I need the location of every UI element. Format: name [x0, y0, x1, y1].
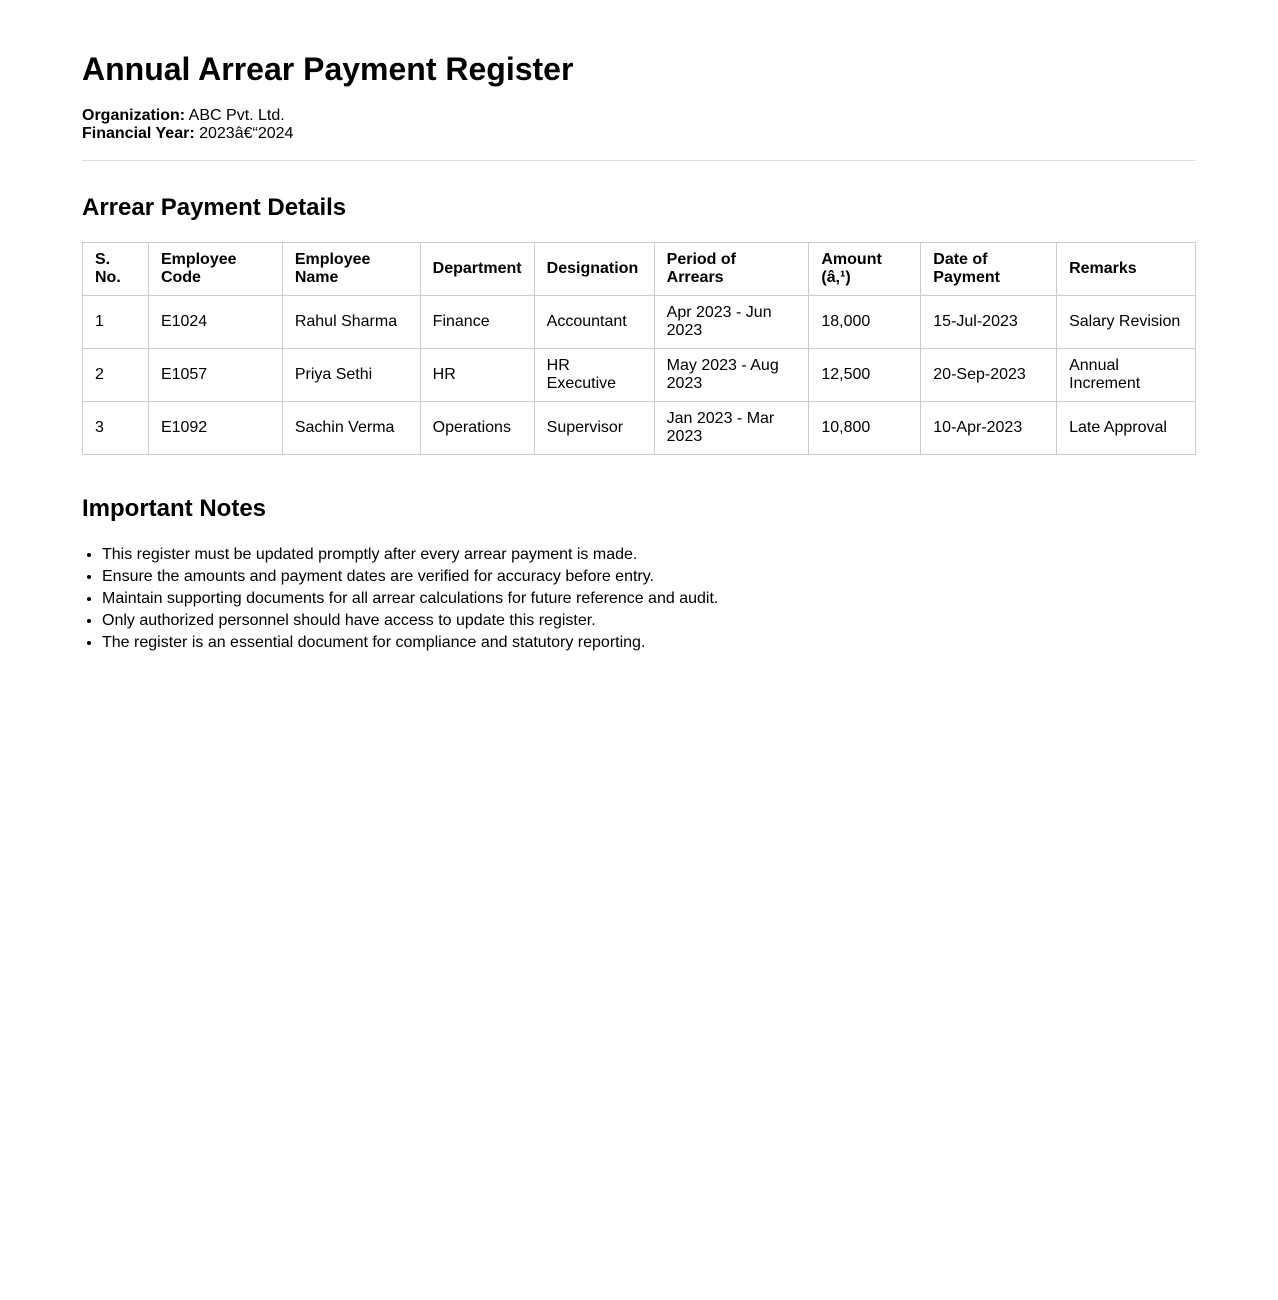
list-item: • Maintain supporting documents for all arrear calculations for future reference and audit. — [102, 588, 1196, 610]
list-item: • Only authorized personnel should have access to update this register. — [102, 610, 1196, 632]
cell-serial-no: 1 — [83, 296, 149, 349]
list-item: • This register must be updated promptly after every arrear payment is made. — [102, 544, 1196, 566]
cell-remarks: Late Approval — [1057, 402, 1196, 455]
list-item: • The register is an essential document for compliance and statutory reporting. — [102, 632, 1196, 654]
cell-employee-code: E1024 — [148, 296, 282, 349]
header-date-of-payment: Date of Payment — [921, 243, 1057, 296]
cell-designation: Accountant — [534, 296, 654, 349]
header-period-of-arrears: Period of Arrears — [654, 243, 809, 296]
cell-serial-no: 2 — [83, 349, 149, 402]
cell-remarks: Salary Revision — [1057, 296, 1196, 349]
organization-value: ABC Pvt. Ltd. — [188, 107, 285, 124]
table-row — [83, 402, 1196, 455]
cell-serial-no: 3 — [83, 402, 149, 455]
financial-year-label: Financial Year: — [82, 125, 195, 142]
cell-period-of-arrears: Apr 2023 - Jun 2023 — [654, 296, 809, 349]
header-designation: Designation — [534, 243, 654, 296]
header-department: Department — [420, 243, 534, 296]
table-row — [83, 296, 1196, 349]
organization-line — [82, 107, 1196, 125]
cell-employee-name: Rahul Sharma — [282, 296, 420, 349]
header-serial-no: S. No. — [83, 243, 149, 296]
cell-date-of-payment: 10-Apr-2023 — [921, 402, 1057, 455]
document-meta — [82, 107, 1196, 143]
financial-year-value: 2023â€“2024 — [199, 125, 294, 142]
cell-department: HR — [420, 349, 534, 402]
cell-department: Finance — [420, 296, 534, 349]
cell-date-of-payment: 20-Sep-2023 — [921, 349, 1057, 402]
details-heading: Arrear Payment Details — [82, 194, 347, 221]
arrear-table — [82, 242, 1196, 455]
cell-employee-code: E1092 — [148, 402, 282, 455]
cell-amount: 18,000 — [809, 296, 921, 349]
list-item: • Ensure the amounts and payment dates are verified for accuracy before entry. — [102, 566, 1196, 588]
financial-year-line — [82, 125, 1196, 143]
header-remarks: Remarks — [1057, 243, 1196, 296]
table-row — [83, 349, 1196, 402]
cell-amount: 12,500 — [809, 349, 921, 402]
cell-designation: Supervisor — [534, 402, 654, 455]
cell-designation: HR Executive — [534, 349, 654, 402]
cell-department: Operations — [420, 402, 534, 455]
cell-employee-code: E1057 — [148, 349, 282, 402]
cell-employee-name: Priya Sethi — [282, 349, 420, 402]
cell-period-of-arrears: May 2023 - Aug 2023 — [654, 349, 809, 402]
page-title: Annual Arrear Payment Register — [82, 51, 574, 87]
table-header-row — [83, 243, 1196, 296]
header-employee-code: Employee Code — [148, 243, 282, 296]
notes-list — [82, 544, 1196, 654]
organization-label: Organization: — [82, 107, 186, 124]
cell-amount: 10,800 — [809, 402, 921, 455]
header-amount: Amount (â‚¹) — [809, 243, 921, 296]
header-divider — [82, 160, 1196, 161]
cell-date-of-payment: 15-Jul-2023 — [921, 296, 1057, 349]
header-employee-name: Employee Name — [282, 243, 420, 296]
notes-heading: Important Notes — [82, 495, 267, 522]
cell-remarks: Annual Increment — [1057, 349, 1196, 402]
cell-employee-name: Sachin Verma — [282, 402, 420, 455]
cell-period-of-arrears: Jan 2023 - Mar 2023 — [654, 402, 809, 455]
